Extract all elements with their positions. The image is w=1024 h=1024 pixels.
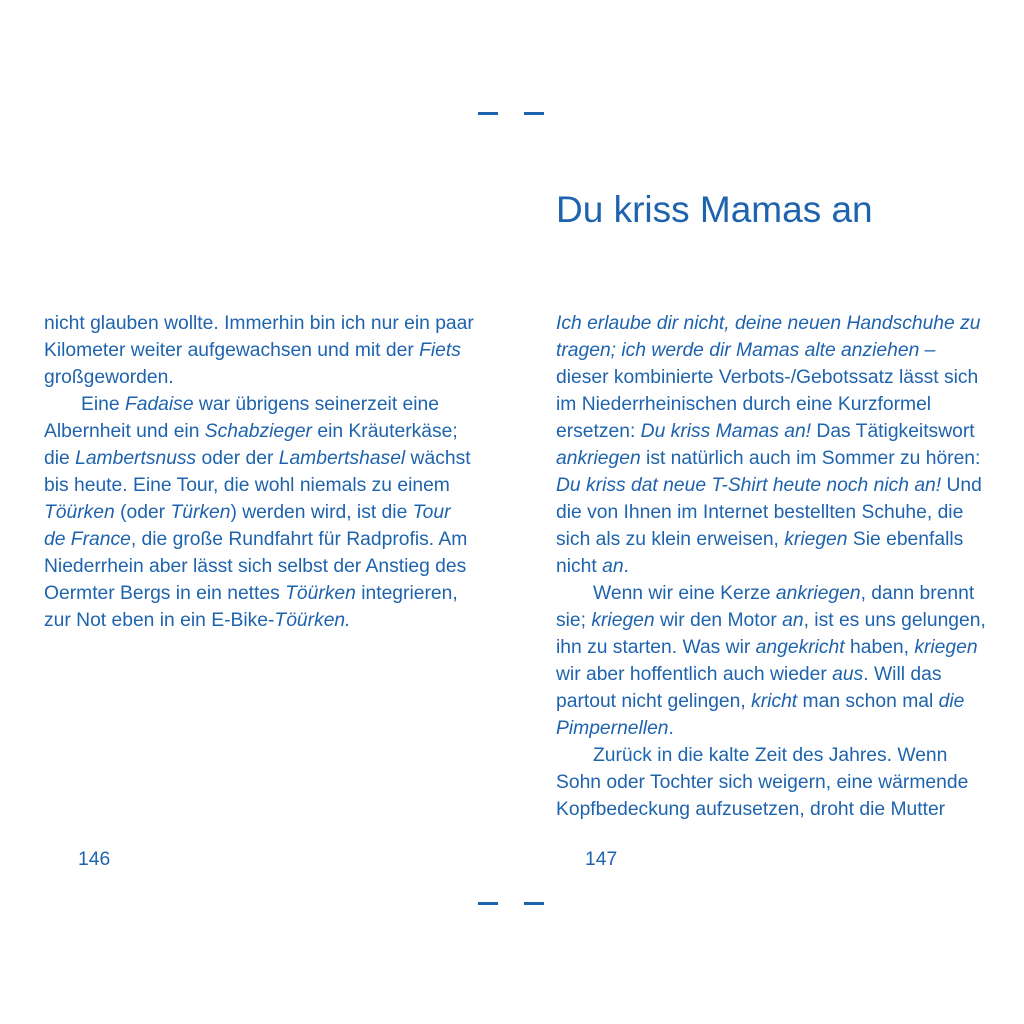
text-segment: nicht glauben wollte. Immerhin bin ich nur ein paar Kilometer weiter aufgewachsen und mit der: [44, 313, 474, 361]
page-number-left: 146: [78, 849, 111, 870]
text-segment: man schon mal: [797, 691, 939, 712]
text-segment: integrieren, zur Not eben in ein E-Bike-: [44, 583, 458, 631]
fold-mark-dash: [478, 902, 498, 905]
italic-text-segment: Du kriss Mamas an!: [640, 421, 812, 442]
italic-text-segment: die Pimpernellen: [556, 691, 965, 739]
text-segment: Zurück in die kalte Zeit des Jahres. Wenn Sohn oder Tochter sich weigern, eine wärmende Kopfbedeckung aufzusetzen, droht die Mutter: [556, 745, 969, 820]
text-segment: großgeworden.: [44, 367, 174, 388]
page-number-right: 147: [585, 849, 618, 870]
paragraph: [556, 310, 988, 580]
fold-mark-dash: [478, 112, 498, 115]
text-segment: haben,: [844, 637, 915, 658]
italic-text-segment: an: [602, 556, 624, 577]
italic-text-segment: Türken: [170, 502, 231, 523]
text-segment: wir aber hoffentlich auch wieder: [556, 664, 833, 685]
text-segment: war übrigens seinerzeit eine Albernheit und ein: [44, 394, 439, 442]
fold-mark-dash: [524, 902, 544, 905]
italic-text-segment: Töürken: [44, 502, 115, 523]
italic-text-segment: angekricht: [755, 637, 845, 658]
italic-text-segment: Lambertsnuss: [75, 448, 197, 469]
text-segment: Sie ebenfalls nicht: [556, 529, 964, 577]
text-segment: . Will das partout nicht gelingen,: [556, 664, 942, 712]
top-fold-marks: [478, 112, 544, 115]
italic-text-segment: ankriegen: [556, 448, 641, 469]
text-segment: ein Kräuterkäse; die: [44, 421, 458, 469]
chapter-title: Du kriss Mamas an: [556, 188, 873, 230]
bottom-fold-marks: [478, 902, 544, 905]
paragraph: [556, 580, 988, 742]
text-segment: .: [623, 556, 629, 577]
text-segment: Eine: [81, 394, 125, 415]
paragraph: [44, 310, 476, 391]
text-segment: (oder: [114, 502, 171, 523]
paragraph: [44, 391, 476, 634]
text-segment: .: [668, 718, 674, 739]
italic-text-segment: Ich erlaube dir nicht, deine neuen Handschuhe zu tragen; ich werde dir Mamas alte anziehen: [556, 313, 981, 361]
italic-text-segment: Tour de France: [44, 502, 451, 550]
text-segment: – dieser kombinierte Verbots-/Gebotssatz lässt sich im Niederrheinischen durch eine Kurzformel ersetzen:: [556, 340, 979, 442]
italic-text-segment: Du kriss dat neue T-Shirt heute noch nich an!: [556, 475, 942, 496]
right-page-text-column: [556, 310, 988, 823]
text-segment: Das Tätigkeitswort: [811, 421, 975, 442]
text-segment: wächst bis heute. Eine Tour, die wohl niemals zu einem: [44, 448, 471, 496]
italic-text-segment: kricht: [751, 691, 798, 712]
italic-text-segment: kriegen: [914, 637, 978, 658]
italic-text-segment: Fadaise: [124, 394, 194, 415]
text-segment: Wenn wir eine Kerze: [593, 583, 776, 604]
italic-text-segment: kriegen: [591, 610, 655, 631]
text-segment: , die große Rundfahrt für Radprofis. Am Niederrhein aber lässt sich selbst der Anstieg des Oermter Bergs in ein nettes: [44, 529, 468, 604]
italic-text-segment: Lambertshasel: [278, 448, 406, 469]
italic-text-segment: Fiets: [419, 340, 461, 361]
text-segment: , dann brennt sie;: [556, 583, 975, 631]
left-page-text-column: [44, 310, 476, 634]
text-segment: wir den Motor: [654, 610, 783, 631]
italic-text-segment: ankriegen: [775, 583, 861, 604]
italic-text-segment: Töürken: [285, 583, 356, 604]
text-segment: , ist es uns gelungen, ihn zu starten. Was wir: [556, 610, 986, 658]
italic-text-segment: kriegen: [784, 529, 848, 550]
paragraph: [556, 742, 988, 823]
fold-mark-dash: [524, 112, 544, 115]
italic-text-segment: aus: [832, 664, 864, 685]
italic-text-segment: Töürken.: [274, 610, 351, 631]
italic-text-segment: an: [782, 610, 804, 631]
italic-text-segment: Schabzieger: [204, 421, 312, 442]
text-segment: oder der: [196, 448, 279, 469]
text-segment: Und die von Ihnen im Internet bestellten Schuhe, die sich als zu klein erweisen,: [556, 475, 982, 550]
text-segment: ) werden wird, ist die: [230, 502, 413, 523]
text-segment: ist natürlich auch im Sommer zu hören:: [640, 448, 981, 469]
